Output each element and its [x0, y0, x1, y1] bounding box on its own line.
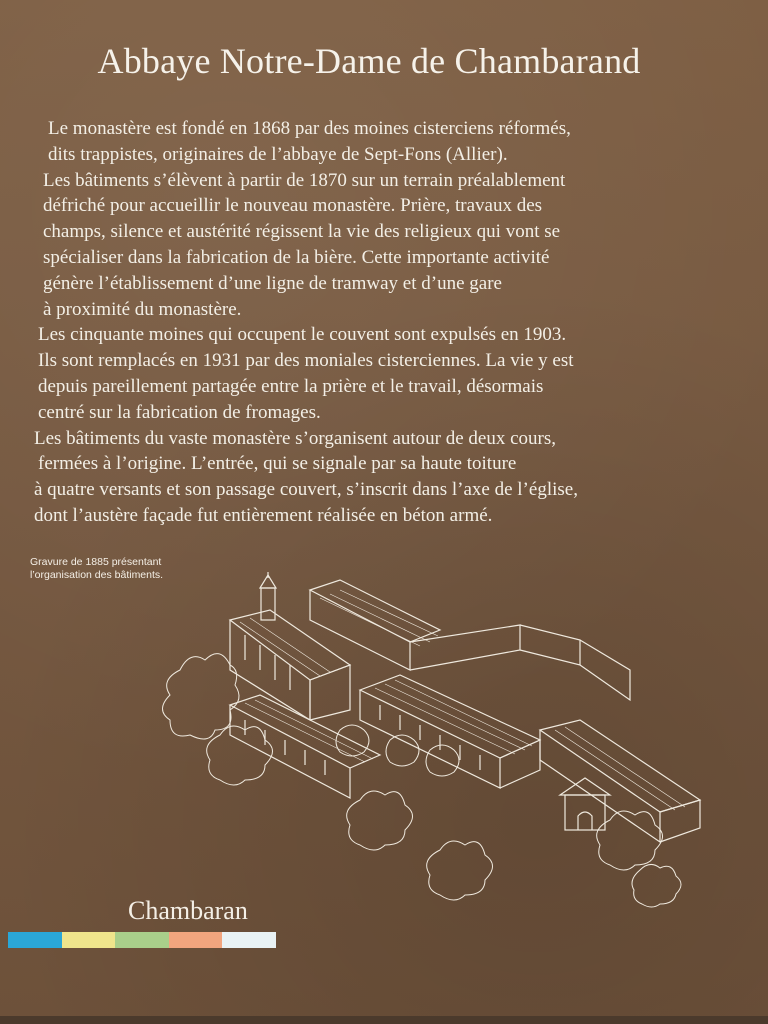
south-wing [230, 695, 380, 798]
central-wing [360, 675, 540, 788]
text-line: à proximité du monastère. [43, 298, 242, 320]
north-wing [310, 580, 630, 700]
sign-body-text [34, 116, 734, 529]
sign-title: Abbaye Notre-Dame de Chambarand [97, 41, 641, 81]
monastery-engraving [160, 570, 720, 910]
text-line: dits trappistes, originaires de l’abbaye de Sept-Fons (Allier). [48, 143, 508, 165]
text-line: Les bâtiments du vaste monastère s’organisent autour de deux cours, [34, 427, 557, 449]
color-segment [8, 932, 62, 948]
ground-strip [0, 1016, 768, 1024]
gatehouse [560, 778, 610, 830]
text-line: Les cinquante moines qui occupent le couvent sont expulsés en 1903. [38, 324, 567, 346]
text-line: depuis pareillement partagée entre la prière et le travail, désormais [38, 375, 544, 397]
caption-line: Gravure de 1885 présentant [30, 556, 162, 568]
color-stripe [8, 932, 276, 948]
color-segment [169, 932, 223, 948]
text-line: Le monastère est fondé en 1868 par des moines cisterciens réformés, [48, 118, 571, 139]
text-line: dont l’austère façade fut entièrement réalisée en béton armé. [34, 504, 493, 526]
text-line: spécialiser dans la fabrication de la bière. Cette importante activité [43, 246, 550, 268]
color-segment [62, 932, 116, 948]
text-line: Ils sont remplacés en 1931 par des moniales cisterciennes. La vie y est [38, 350, 574, 372]
east-range [540, 720, 700, 842]
caption-line: l’organisation des bâtiments. [30, 569, 164, 581]
color-segment [222, 932, 276, 948]
text-line: centré sur la fabrication de fromages. [38, 401, 321, 423]
text-line: Les bâtiments s’élèvent à partir de 1870 sur un terrain préalablement [43, 169, 566, 191]
text-line: à quatre versants et son passage couvert, s’inscrit dans l’axe de l’église, [34, 479, 578, 501]
roof-hatching [240, 590, 685, 810]
foliage-left [163, 654, 682, 907]
text-line: fermées à l’origine. L’entrée, qui se signale par sa haute toiture [38, 453, 517, 475]
text-line: champs, silence et austérité régissent la vie des religieux qui vont se [43, 221, 561, 243]
text-line: défriché pour accueillir le nouveau monastère. Prière, travaux des [43, 195, 543, 217]
church-nave [230, 610, 350, 720]
text-line: génère l’établissement d’une ligne de tramway et d’une gare [43, 272, 502, 294]
color-segment [115, 932, 169, 948]
brand-name: Chambaran [128, 896, 248, 925]
